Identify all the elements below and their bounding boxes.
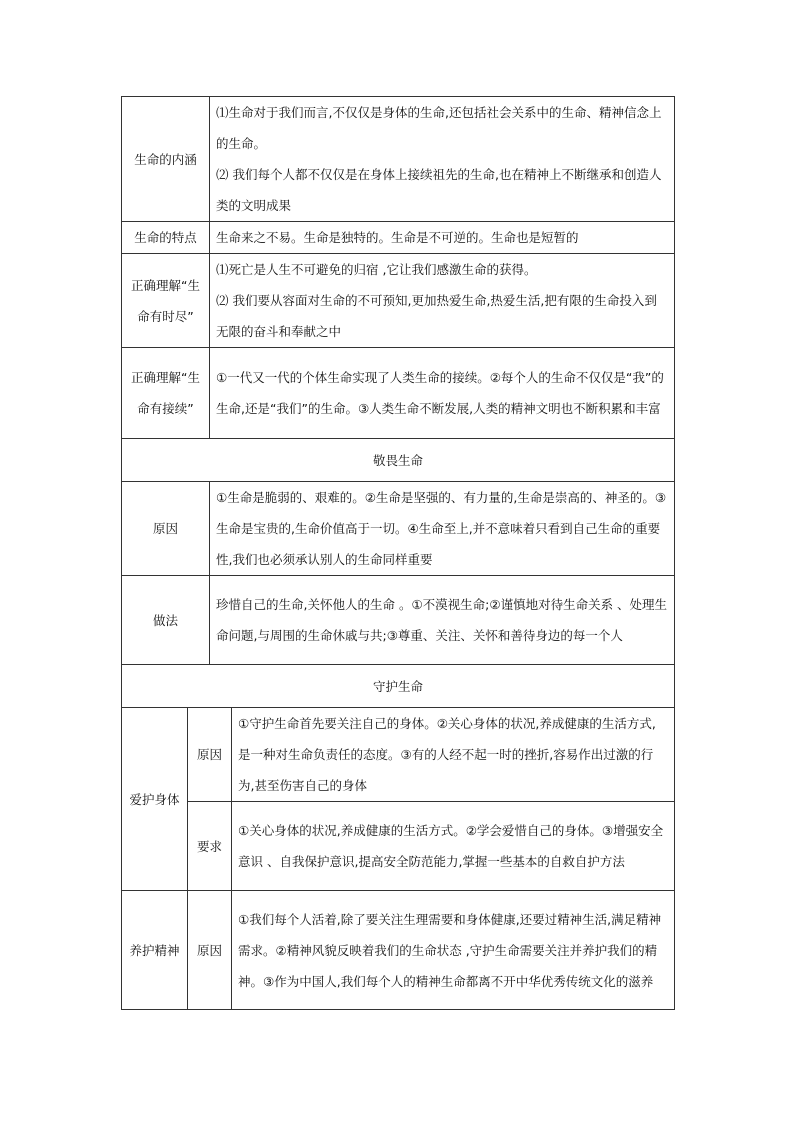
table-row bbox=[122, 576, 675, 665]
row-label-care-body: 爱护身体 bbox=[122, 708, 188, 891]
section-row bbox=[122, 439, 675, 482]
table-row bbox=[122, 222, 675, 254]
table-row bbox=[122, 254, 675, 348]
row-label-life-features: 生命的特点 bbox=[122, 222, 210, 254]
row-content-body-reason: ①守护生命首先要关注自己的身体。②关心身体的状况,养成健康的生活方式,是一种对生命负责任的态度。③有的人经不起一时的挫折,容易作出过激的行为,甚至伤害自己的身体 bbox=[232, 708, 675, 802]
row-content-life-continuity: ①一代又一代的个体生命实现了人类生命的接续。②每个人的生命不仅仅是“我”的生命,还是“我们”的生命。③人类生命不断发展,人类的精神文明也不断积累和丰富 bbox=[210, 348, 675, 439]
row-content-life-finite bbox=[210, 254, 675, 348]
row-label-body-requirement: 要求 bbox=[188, 802, 232, 891]
table-row bbox=[122, 802, 675, 891]
row-label-awe-reason: 原因 bbox=[122, 482, 210, 576]
row-content-awe-reason: ①生命是脆弱的、艰难的。②生命是坚强的、有力量的,生命是崇高的、神圣的。③生命是宝贵的,生命价值高于一切。④生命至上,并不意味着只看到自己生命的重要性,我们也必须承认别人的生命同样重要 bbox=[210, 482, 675, 576]
row-content-life-features: 生命来之不易。生命是独特的。生命是不可逆的。生命也是短暂的 bbox=[210, 222, 675, 254]
table-row bbox=[122, 708, 675, 802]
section-title-guard-life: 守护生命 bbox=[122, 665, 675, 708]
table-row bbox=[122, 891, 675, 1010]
row-label-awe-method: 做法 bbox=[122, 576, 210, 665]
row-label-spirit-reason: 原因 bbox=[188, 891, 232, 1010]
life-knowledge-table bbox=[121, 96, 675, 1010]
row-label-life-finite: 正确理解“生命有时尽” bbox=[122, 254, 210, 348]
table-row bbox=[122, 97, 675, 222]
paragraph: ⑴死亡是人生不可避免的归宿 ,它让我们感激生命的获得。 bbox=[216, 262, 537, 277]
row-content-body-requirement: ①关心身体的状况,养成健康的生活方式。②学会爱惜自己的身体。③增强安全意识 、自我保护意识,提高安全防范能力,掌握一些基本的自救自护方法 bbox=[232, 802, 675, 891]
paragraph: ⑵ 我们要从容面对生命的不可预知,更加热爱生命,热爱生活,把有限的生命投入到无限的奋斗和奉献之中 bbox=[216, 293, 657, 339]
table-row bbox=[122, 482, 675, 576]
row-label-nurture-spirit: 养护精神 bbox=[122, 891, 188, 1010]
row-label-life-continuity: 正确理解“生命有接续” bbox=[122, 348, 210, 439]
row-content-life-meaning bbox=[210, 97, 675, 222]
section-title-awe-life: 敬畏生命 bbox=[122, 439, 675, 482]
table-row bbox=[122, 348, 675, 439]
row-label-body-reason: 原因 bbox=[188, 708, 232, 802]
paragraph: ⑴生命对于我们而言,不仅仅是身体的生命,还包括社会关系中的生命、精神信念上的生命。 bbox=[216, 105, 662, 151]
row-label-life-meaning: 生命的内涵 bbox=[122, 97, 210, 222]
paragraph: ⑵ 我们每个人都不仅仅是在身体上接续祖先的生命,也在精神上不断继承和创造人类的文明成果 bbox=[216, 167, 662, 213]
section-row bbox=[122, 665, 675, 708]
row-content-awe-method: 珍惜自己的生命,关怀他人的生命 。①不漠视生命;②谨慎地对待生命关系 、处理生命问题,与周围的生命休戚与共;③尊重、关注、关怀和善待身边的每一个人 bbox=[210, 576, 675, 665]
row-content-spirit-reason: ①我们每个人活着,除了要关注生理需要和身体健康,还要过精神生活,满足精神需求。②精神风貌反映着我们的生命状态 ,守护生命需要关注并养护我们的精神。③作为中国人,我们每个人的精神生命都离不开中华优秀传统文化的滋养 bbox=[232, 891, 675, 1010]
